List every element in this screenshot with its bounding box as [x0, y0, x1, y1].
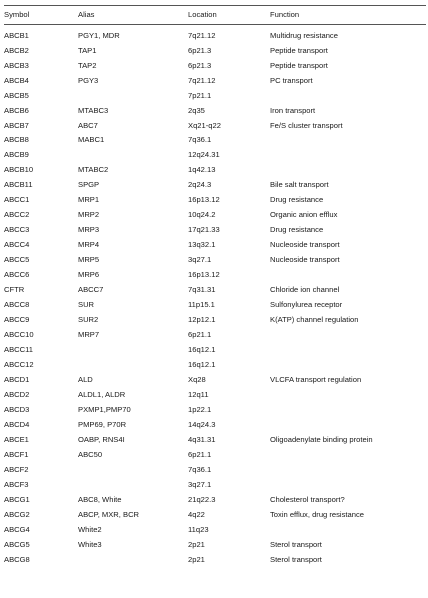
table-header	[4, 6, 426, 24]
cell-location: 7p21.1	[188, 90, 212, 100]
cell-alias: TAP1	[78, 45, 97, 55]
cell-location: 1p22.1	[188, 404, 212, 414]
cell-symbol: ABCC9	[4, 315, 30, 325]
table-row	[4, 73, 426, 88]
cell-alias: MTABC3	[78, 105, 109, 115]
cell-alias: MRP5	[78, 255, 100, 265]
cell-symbol: CFTR	[4, 285, 25, 295]
cell-symbol: ABCC8	[4, 300, 30, 310]
table-row	[4, 163, 426, 178]
cell-alias: ABC50	[78, 449, 103, 459]
cell-symbol: ABCD1	[4, 374, 30, 384]
cell-alias: ABC7	[78, 120, 98, 130]
header-location: Location	[188, 10, 217, 20]
table-row	[4, 58, 426, 73]
cell-symbol: ABCB6	[4, 105, 29, 115]
table-row	[4, 432, 426, 447]
cell-location: 6p21.1	[188, 330, 212, 340]
cell-symbol: ABCG2	[4, 509, 30, 519]
cell-alias: SUR2	[78, 315, 99, 325]
cell-symbol: ABCF3	[4, 479, 29, 489]
cell-location: 16p13.12	[188, 270, 220, 280]
cell-alias: ABCC7	[78, 285, 104, 295]
cell-location: 4q22	[188, 509, 205, 519]
cell-alias: ABCP, MXR, BCR	[78, 509, 140, 519]
cell-function: Drug resistance	[270, 225, 324, 235]
table-row	[4, 342, 426, 357]
cell-location: 12q11	[188, 389, 209, 399]
cell-symbol: ABCC3	[4, 225, 30, 235]
header-symbol: Symbol	[4, 10, 30, 20]
cell-function: Oligoadenylate binding protein	[270, 434, 373, 444]
table-row	[4, 417, 426, 432]
cell-symbol: ABCB1	[4, 30, 29, 40]
table-row	[4, 387, 426, 402]
cell-symbol: ABCC11	[4, 345, 33, 355]
cell-location: 13q32.1	[188, 240, 216, 250]
table-row	[4, 43, 426, 58]
cell-location: 7q36.1	[188, 135, 212, 145]
table-row	[4, 178, 426, 193]
cell-alias: PMP69, P70R	[78, 419, 127, 429]
cell-function: Sterol transport	[270, 554, 322, 564]
cell-location: 11q23	[188, 524, 209, 534]
cell-function: Bile salt transport	[270, 180, 329, 190]
cell-location: 16p13.12	[188, 195, 220, 205]
cell-symbol: ABCB10	[4, 165, 34, 175]
cell-location: 4q31.31	[188, 434, 216, 444]
cell-alias: MABC1	[78, 135, 105, 145]
cell-symbol: ABCC6	[4, 270, 30, 280]
cell-location: 14q24.3	[188, 419, 216, 429]
table-row	[4, 357, 426, 372]
cell-location: 2q24.3	[188, 180, 212, 190]
table-row	[4, 148, 426, 163]
table-row	[4, 537, 426, 552]
cell-location: 3q27.1	[188, 255, 212, 265]
cell-symbol: ABCG5	[4, 539, 30, 549]
table-row	[4, 462, 426, 477]
table-row	[4, 208, 426, 223]
cell-location: 7q31.31	[188, 285, 216, 295]
cell-symbol: ABCC5	[4, 255, 30, 265]
cell-symbol: ABCB2	[4, 45, 29, 55]
cell-location: 12p12.1	[188, 315, 216, 325]
cell-location: 7q21.12	[188, 30, 216, 40]
header-alias: Alias	[78, 10, 95, 20]
table-row	[4, 118, 426, 133]
table-row	[4, 312, 426, 327]
cell-function: Sterol transport	[270, 539, 322, 549]
cell-function: VLCFA transport regulation	[270, 374, 362, 384]
cell-location: 1q42.13	[188, 165, 216, 175]
table-row	[4, 103, 426, 118]
cell-function: Fe/S cluster transport	[270, 120, 343, 130]
table-body	[4, 28, 426, 567]
cell-location: 11p15.1	[188, 300, 215, 310]
table-row	[4, 253, 426, 268]
table-row	[4, 88, 426, 103]
cell-location: 17q21.33	[188, 225, 220, 235]
cell-alias: MTABC2	[78, 165, 109, 175]
cell-symbol: ABCF1	[4, 449, 29, 459]
cell-symbol: ABCD2	[4, 389, 30, 399]
cell-function: Nucleoside transport	[270, 240, 340, 250]
cell-alias: White3	[78, 539, 102, 549]
cell-function: K(ATP) channel regulation	[270, 315, 359, 325]
cell-location: 6p21.1	[188, 449, 212, 459]
cell-alias: MRP3	[78, 225, 100, 235]
cell-alias: SUR	[78, 300, 95, 310]
table-row	[4, 477, 426, 492]
cell-symbol: ABCC1	[4, 195, 30, 205]
cell-function: Peptide transport	[270, 60, 328, 70]
cell-alias: MRP6	[78, 270, 100, 280]
cell-symbol: ABCB5	[4, 90, 29, 100]
cell-function: Nucleoside transport	[270, 255, 340, 265]
cell-location: 7q21.12	[188, 75, 216, 85]
cell-location: 2p21	[188, 539, 205, 549]
cell-alias: ALD	[78, 374, 93, 384]
cell-symbol: ABCE1	[4, 434, 29, 444]
cell-alias: ALDL1, ALDR	[78, 389, 126, 399]
table-row	[4, 447, 426, 462]
cell-location: Xq28	[188, 374, 206, 384]
cell-function: Iron transport	[270, 105, 316, 115]
table-row	[4, 193, 426, 208]
cell-alias: MRP7	[78, 330, 100, 340]
cell-alias: PGY1, MDR	[78, 30, 120, 40]
cell-function: PC transport	[270, 75, 313, 85]
cell-function: Cholesterol transport?	[270, 494, 345, 504]
table-row	[4, 492, 426, 507]
cell-symbol: ABCB3	[4, 60, 29, 70]
cell-location: 7q36.1	[188, 464, 212, 474]
table-row	[4, 223, 426, 238]
cell-location: Xq21-q22	[188, 120, 221, 130]
table-row	[4, 282, 426, 297]
table-row	[4, 522, 426, 537]
cell-alias: OABP, RNS4I	[78, 434, 125, 444]
cell-location: 21q22.3	[188, 494, 216, 504]
cell-location: 3q27.1	[188, 479, 212, 489]
cell-symbol: ABCB8	[4, 135, 29, 145]
cell-function: Multidrug resistance	[270, 30, 338, 40]
cell-location: 2q35	[188, 105, 205, 115]
cell-symbol: ABCC12	[4, 360, 34, 369]
cell-symbol: ABCD4	[4, 419, 30, 429]
cell-location: 16q12.1	[188, 345, 216, 355]
table-row	[4, 297, 426, 312]
cell-symbol: ABCB9	[4, 150, 29, 160]
cell-symbol: ABCF2	[4, 464, 29, 474]
cell-symbol: ABCD3	[4, 404, 30, 414]
cell-alias: MRP4	[78, 240, 100, 250]
table-row	[4, 28, 426, 43]
cell-function: Peptide transport	[270, 45, 328, 55]
table-row	[4, 402, 426, 417]
cell-alias: SPGP	[78, 180, 100, 190]
cell-function: Sulfonylurea receptor	[270, 300, 343, 310]
cell-function: Toxin efflux, drug resistance	[270, 509, 364, 519]
cell-alias: MRP2	[78, 210, 100, 220]
cell-symbol: ABCB11	[4, 180, 33, 190]
cell-alias: TAP2	[78, 60, 97, 70]
cell-location: 6p21.3	[188, 45, 212, 55]
table-row	[4, 133, 426, 148]
cell-function: Drug resistance	[270, 195, 324, 205]
cell-location: 2p21	[188, 554, 205, 564]
cell-symbol: ABCB4	[4, 75, 29, 85]
cell-symbol: ABCG8	[4, 554, 30, 564]
cell-symbol: ABCC2	[4, 210, 30, 220]
table-row	[4, 238, 426, 253]
header-function: Function	[270, 10, 300, 20]
cell-alias: MRP1	[78, 195, 100, 205]
cell-symbol: ABCG1	[4, 494, 30, 504]
gene-table	[4, 5, 426, 567]
cell-symbol: ABCG4	[4, 524, 30, 534]
table-row	[4, 507, 426, 522]
cell-location: 6p21.3	[188, 60, 212, 70]
cell-location: 12q24.31	[188, 150, 220, 160]
cell-symbol: ABCC4	[4, 240, 30, 250]
cell-alias: PGY3	[78, 75, 99, 85]
cell-function: Chloride ion channel	[270, 285, 340, 295]
cell-function: Organic anion efflux	[270, 210, 338, 220]
cell-alias: White2	[78, 524, 102, 534]
table-row	[4, 372, 426, 387]
table-row	[4, 268, 426, 283]
cell-symbol: ABCC10	[4, 330, 34, 340]
table-row	[4, 327, 426, 342]
table-row	[4, 552, 426, 567]
cell-alias: PXMP1,PMP70	[78, 404, 131, 414]
cell-location: 16q12.1	[188, 360, 216, 369]
cell-alias: ABC8, White	[78, 494, 122, 504]
cell-location: 10q24.2	[188, 210, 216, 220]
cell-symbol: ABCB7	[4, 120, 29, 130]
